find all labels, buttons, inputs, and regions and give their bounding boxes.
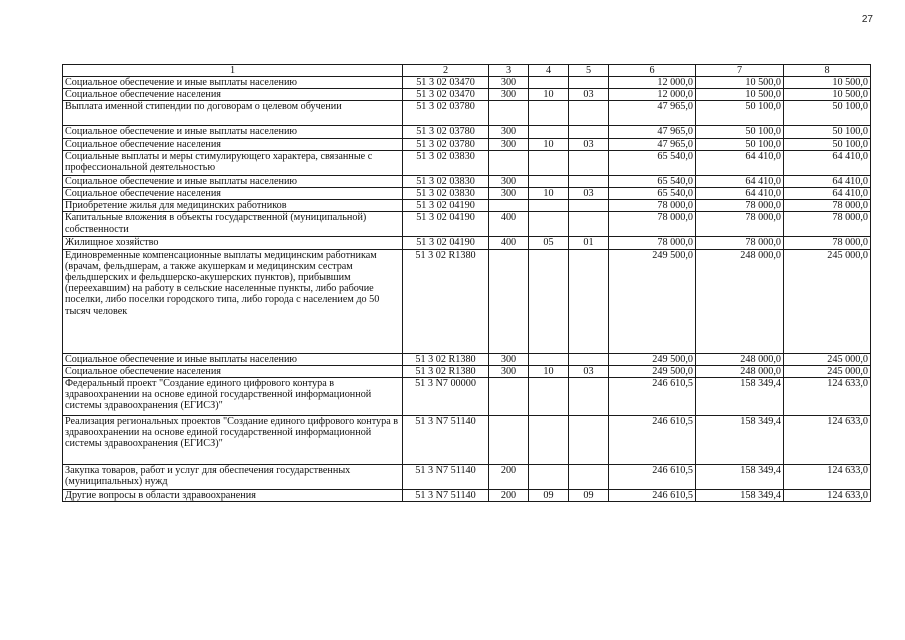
amount-year2-cell: 50 100,0	[696, 101, 784, 126]
row-name-cell: Приобретение жилья для медицинских работников	[63, 200, 403, 212]
table-row	[63, 77, 871, 89]
row-name-cell: Социальные выплаты и меры стимулирующего характера, связанные с профессиональной деятельностью	[63, 150, 403, 175]
table-row	[63, 138, 871, 150]
amount-year2-cell: 64 410,0	[696, 188, 784, 200]
amount-year2-cell: 248 000,0	[696, 365, 784, 377]
row-name-cell: Социальное обеспечение населения	[63, 138, 403, 150]
target-code-cell: 51 3 02 03830	[403, 188, 489, 200]
amount-year2-cell: 10 500,0	[696, 77, 784, 89]
section-cell: 10	[529, 365, 569, 377]
row-name-cell: Закупка товаров, работ и услуг для обеспечения государственных (муниципальных) нужд	[63, 465, 403, 490]
subsection-cell	[569, 200, 609, 212]
header-cell: 7	[696, 65, 784, 77]
subsection-cell: 03	[569, 89, 609, 101]
amount-year3-cell: 50 100,0	[784, 138, 871, 150]
amount-year3-cell: 124 633,0	[784, 490, 871, 502]
amount-year2-cell: 158 349,4	[696, 490, 784, 502]
amount-year3-cell: 50 100,0	[784, 101, 871, 126]
section-cell	[529, 126, 569, 138]
amount-year1-cell: 47 965,0	[609, 101, 696, 126]
subsection-cell	[569, 465, 609, 490]
amount-year3-cell: 50 100,0	[784, 126, 871, 138]
table-row	[63, 200, 871, 212]
row-name-cell: Единовременные компенсационные выплаты медицинским работникам (врачам, фельдшерам, а также акушеркам и медицинским сестрам фельдшерских и фельдшерско-акушерских пунктов), прибывшим (переехавшим) на работу в сельские населенные пункты, либо рабочие поселки, либо поселки городского типа, либо города с населением до 50 тысяч человек	[63, 249, 403, 353]
amount-year3-cell: 64 410,0	[784, 188, 871, 200]
expense-type-cell: 200	[489, 465, 529, 490]
expense-type-cell	[489, 200, 529, 212]
amount-year3-cell: 10 500,0	[784, 77, 871, 89]
row-name-cell: Выплата именной стипендии по договорам о целевом обучении	[63, 101, 403, 126]
section-cell: 05	[529, 237, 569, 249]
target-code-cell: 51 3 02 03780	[403, 126, 489, 138]
table-body	[63, 77, 871, 502]
subsection-cell	[569, 353, 609, 365]
row-name-cell: Капитальные вложения в объекты государственной (муниципальной) собственности	[63, 212, 403, 237]
row-name-cell: Социальное обеспечение и иные выплаты населению	[63, 77, 403, 89]
expense-type-cell: 300	[489, 353, 529, 365]
subsection-cell: 01	[569, 237, 609, 249]
amount-year2-cell: 64 410,0	[696, 175, 784, 187]
amount-year1-cell: 249 500,0	[609, 353, 696, 365]
amount-year1-cell: 78 000,0	[609, 200, 696, 212]
amount-year1-cell: 246 610,5	[609, 465, 696, 490]
table-row	[63, 89, 871, 101]
amount-year1-cell: 246 610,5	[609, 416, 696, 465]
header-cell: 6	[609, 65, 696, 77]
expense-type-cell: 300	[489, 365, 529, 377]
header-cell: 1	[63, 65, 403, 77]
table-header-row	[63, 65, 871, 77]
subsection-cell	[569, 175, 609, 187]
amount-year1-cell: 65 540,0	[609, 150, 696, 175]
subsection-cell: 09	[569, 490, 609, 502]
amount-year2-cell: 158 349,4	[696, 378, 784, 416]
row-name-cell: Социальное обеспечение и иные выплаты населению	[63, 175, 403, 187]
page-number: 27	[861, 14, 873, 25]
table-row	[63, 249, 871, 353]
target-code-cell: 51 3 02 03470	[403, 89, 489, 101]
target-code-cell: 51 3 N7 51140	[403, 490, 489, 502]
subsection-cell	[569, 416, 609, 465]
row-name-cell: Жилищное хозяйство	[63, 237, 403, 249]
amount-year3-cell: 78 000,0	[784, 200, 871, 212]
row-name-cell: Социальное обеспечение и иные выплаты населению	[63, 353, 403, 365]
amount-year3-cell: 245 000,0	[784, 249, 871, 353]
amount-year1-cell: 47 965,0	[609, 138, 696, 150]
table-row	[63, 101, 871, 126]
amount-year1-cell: 246 610,5	[609, 378, 696, 416]
amount-year2-cell: 50 100,0	[696, 138, 784, 150]
expense-type-cell: 300	[489, 138, 529, 150]
amount-year2-cell: 10 500,0	[696, 89, 784, 101]
section-cell	[529, 77, 569, 89]
amount-year2-cell: 64 410,0	[696, 150, 784, 175]
section-cell	[529, 249, 569, 353]
section-cell	[529, 101, 569, 126]
subsection-cell	[569, 150, 609, 175]
target-code-cell: 51 3 02 03780	[403, 101, 489, 126]
amount-year1-cell: 249 500,0	[609, 365, 696, 377]
table-row	[63, 378, 871, 416]
target-code-cell: 51 3 02 03780	[403, 138, 489, 150]
expense-type-cell: 400	[489, 212, 529, 237]
subsection-cell: 03	[569, 188, 609, 200]
amount-year3-cell: 245 000,0	[784, 365, 871, 377]
expense-type-cell: 300	[489, 77, 529, 89]
amount-year2-cell: 158 349,4	[696, 416, 784, 465]
section-cell	[529, 212, 569, 237]
expense-type-cell: 300	[489, 89, 529, 101]
table-row	[63, 175, 871, 187]
amount-year2-cell: 78 000,0	[696, 212, 784, 237]
amount-year2-cell: 158 349,4	[696, 465, 784, 490]
expense-type-cell: 200	[489, 490, 529, 502]
amount-year1-cell: 249 500,0	[609, 249, 696, 353]
section-cell	[529, 465, 569, 490]
amount-year1-cell: 246 610,5	[609, 490, 696, 502]
subsection-cell	[569, 378, 609, 416]
expense-type-cell	[489, 150, 529, 175]
target-code-cell: 51 3 02 03830	[403, 175, 489, 187]
header-cell: 4	[529, 65, 569, 77]
header-cell: 2	[403, 65, 489, 77]
amount-year1-cell: 12 000,0	[609, 77, 696, 89]
row-name-cell: Социальное обеспечение и иные выплаты населению	[63, 126, 403, 138]
row-name-cell: Социальное обеспечение населения	[63, 365, 403, 377]
amount-year3-cell: 78 000,0	[784, 237, 871, 249]
subsection-cell	[569, 77, 609, 89]
target-code-cell: 51 3 02 03830	[403, 150, 489, 175]
amount-year3-cell: 124 633,0	[784, 378, 871, 416]
amount-year2-cell: 248 000,0	[696, 353, 784, 365]
table-row	[63, 237, 871, 249]
target-code-cell: 51 3 N7 51140	[403, 465, 489, 490]
table-row	[63, 416, 871, 465]
expense-type-cell	[489, 101, 529, 126]
table-row	[63, 490, 871, 502]
table-row	[63, 365, 871, 377]
amount-year3-cell: 64 410,0	[784, 175, 871, 187]
table-row	[63, 212, 871, 237]
amount-year3-cell: 10 500,0	[784, 89, 871, 101]
header-cell: 5	[569, 65, 609, 77]
target-code-cell: 51 3 02 04190	[403, 200, 489, 212]
table-row	[63, 465, 871, 490]
amount-year2-cell: 78 000,0	[696, 237, 784, 249]
table-row	[63, 150, 871, 175]
target-code-cell: 51 3 02 04190	[403, 237, 489, 249]
subsection-cell	[569, 249, 609, 353]
amount-year1-cell: 47 965,0	[609, 126, 696, 138]
row-name-cell: Другие вопросы в области здравоохранения	[63, 490, 403, 502]
amount-year2-cell: 50 100,0	[696, 126, 784, 138]
subsection-cell	[569, 126, 609, 138]
subsection-cell	[569, 101, 609, 126]
table-row	[63, 353, 871, 365]
expense-type-cell: 300	[489, 188, 529, 200]
target-code-cell: 51 3 N7 00000	[403, 378, 489, 416]
target-code-cell: 51 3 02 R1380	[403, 365, 489, 377]
amount-year3-cell: 124 633,0	[784, 465, 871, 490]
section-cell: 10	[529, 138, 569, 150]
section-cell: 09	[529, 490, 569, 502]
amount-year3-cell: 64 410,0	[784, 150, 871, 175]
amount-year1-cell: 65 540,0	[609, 188, 696, 200]
amount-year2-cell: 78 000,0	[696, 200, 784, 212]
header-cell: 3	[489, 65, 529, 77]
amount-year2-cell: 248 000,0	[696, 249, 784, 353]
target-code-cell: 51 3 02 03470	[403, 77, 489, 89]
amount-year3-cell: 78 000,0	[784, 212, 871, 237]
expense-type-cell	[489, 378, 529, 416]
amount-year1-cell: 65 540,0	[609, 175, 696, 187]
expense-type-cell: 300	[489, 126, 529, 138]
amount-year1-cell: 78 000,0	[609, 237, 696, 249]
row-name-cell: Социальное обеспечение населения	[63, 188, 403, 200]
row-name-cell: Реализация региональных проектов "Создание единого цифрового контура в здравоохранении на основе единой государственной информационной системы здравоохранения (ЕГИСЗ)"	[63, 416, 403, 465]
section-cell	[529, 353, 569, 365]
target-code-cell: 51 3 02 R1380	[403, 249, 489, 353]
table-row	[63, 188, 871, 200]
amount-year1-cell: 78 000,0	[609, 212, 696, 237]
section-cell	[529, 175, 569, 187]
section-cell	[529, 150, 569, 175]
subsection-cell: 03	[569, 138, 609, 150]
amount-year1-cell: 12 000,0	[609, 89, 696, 101]
expense-type-cell: 300	[489, 175, 529, 187]
amount-year3-cell: 124 633,0	[784, 416, 871, 465]
row-name-cell: Социальное обеспечение населения	[63, 89, 403, 101]
section-cell	[529, 416, 569, 465]
budget-table	[62, 64, 871, 502]
target-code-cell: 51 3 N7 51140	[403, 416, 489, 465]
section-cell	[529, 378, 569, 416]
expense-type-cell: 400	[489, 237, 529, 249]
expense-type-cell	[489, 416, 529, 465]
target-code-cell: 51 3 02 04190	[403, 212, 489, 237]
section-cell: 10	[529, 188, 569, 200]
subsection-cell	[569, 212, 609, 237]
expense-type-cell	[489, 249, 529, 353]
target-code-cell: 51 3 02 R1380	[403, 353, 489, 365]
section-cell: 10	[529, 89, 569, 101]
amount-year3-cell: 245 000,0	[784, 353, 871, 365]
section-cell	[529, 200, 569, 212]
header-cell: 8	[784, 65, 871, 77]
row-name-cell: Федеральный проект "Создание единого цифрового контура в здравоохранении на основе единой государственной информационной системы здравоохранения (ЕГИСЗ)"	[63, 378, 403, 416]
table-row	[63, 126, 871, 138]
subsection-cell: 03	[569, 365, 609, 377]
